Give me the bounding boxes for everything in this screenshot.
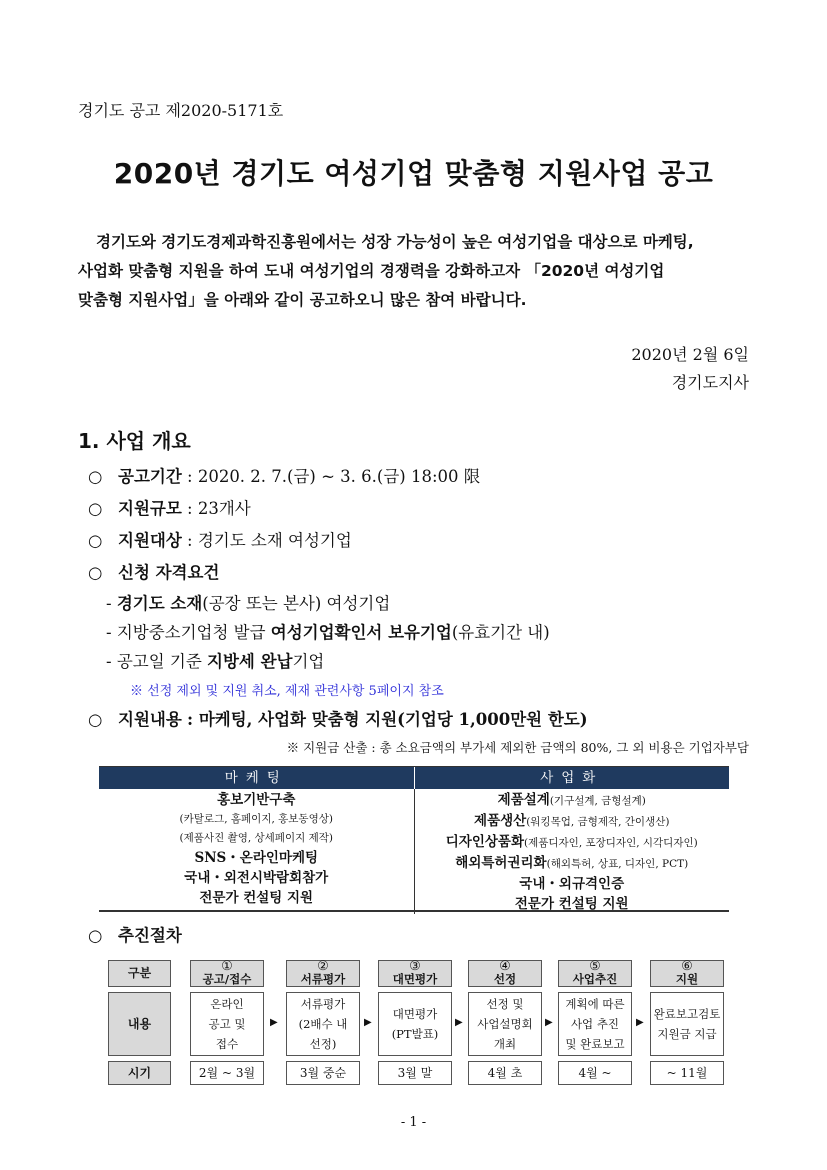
bullet-icon: ○ — [88, 926, 103, 945]
step-content — [190, 992, 264, 1056]
step-content-line: 개최 — [493, 1037, 517, 1051]
step-content-line: (PT발표) — [391, 1027, 439, 1041]
step-content-line: 접수 — [215, 1037, 239, 1051]
step-header — [190, 960, 264, 987]
step-content — [558, 992, 632, 1056]
step-name: 지원 — [675, 972, 699, 986]
bullet-icon: ○ — [88, 499, 103, 518]
bullet-icon: ○ — [88, 710, 103, 729]
eligibility-line: - 지방중소기업청 발급 여성기업확인서 보유기업(유효기간 내) — [106, 623, 550, 642]
arrow-right-icon: ▶ — [270, 1017, 278, 1028]
table-cell: 해외특허권리화(해외특허, 상표, 디자인, PCT) — [455, 855, 689, 871]
target-item — [88, 527, 352, 551]
step-time: 3월 중순 — [286, 1061, 360, 1085]
step-content-line: 계획에 따른 — [565, 997, 625, 1011]
table-cell: 제품생산(워킹목업, 금형제작, 간이생산) — [474, 813, 670, 829]
intro-paragraph — [78, 228, 750, 315]
target-value: : 경기도 소재 여성기업 — [187, 531, 352, 550]
step-number: ⑤ — [589, 959, 601, 974]
intro-line: 사업화 맞춤형 지원을 하여 도내 여성기업의 경쟁력을 강화하고자 「2020년 여성기업 — [78, 262, 665, 280]
step-name: 선정 — [493, 972, 517, 986]
scale-item — [88, 495, 251, 519]
step-time: ~ 11월 — [650, 1061, 724, 1085]
step-time: 3월 말 — [378, 1061, 452, 1085]
step-name: 서류평가 — [300, 972, 346, 986]
arrow-right-icon: ▶ — [545, 1017, 553, 1028]
eligibility-note: ※ 선정 제외 및 지원 취소, 제재 관련사항 5페이지 참조 — [130, 684, 444, 699]
period-label: 공고기간 — [118, 467, 182, 486]
header-marketing: 마케팅 — [99, 767, 415, 789]
page-number: - 1 - — [400, 1115, 427, 1130]
step-content-line: 서류평가 — [300, 997, 346, 1011]
step-content-line: 선정) — [309, 1037, 337, 1051]
period-item — [88, 463, 480, 487]
section-heading: 1. 사업 개요 — [78, 429, 191, 453]
table-cell: SNS・온라인마케팅 — [194, 850, 319, 866]
step-content-line: 대면평가 — [392, 1007, 438, 1021]
step-name: 대면평가 — [392, 972, 438, 986]
step-content-line: (2배수 내 — [298, 1017, 348, 1031]
step-content-line: 사업 추진 — [570, 1017, 620, 1031]
support-table — [99, 766, 729, 912]
step-content-line: 및 완료보고 — [565, 1037, 625, 1051]
marketing-column — [99, 789, 415, 914]
target-label: 지원대상 — [118, 531, 182, 550]
table-cell: 디자인상품화(제품디자인, 포장디자인, 시각디자인) — [445, 834, 698, 850]
step-content — [378, 992, 452, 1056]
content-label: 지원내용 — [118, 710, 182, 729]
step-name: 사업추진 — [572, 972, 618, 986]
step-content — [286, 992, 360, 1056]
table-cell: 홍보기반구축 — [217, 792, 296, 808]
step-content-line: 온라인 — [210, 997, 244, 1011]
step-content-line: 완료보고검토 — [653, 1007, 721, 1021]
step-header — [650, 960, 724, 987]
table-header — [99, 767, 729, 789]
table-cell: 국내・외규격인증 — [519, 876, 625, 892]
table-cell: (카탈로그, 홈페이지, 홍보동영상) — [179, 813, 333, 825]
header-commercial: 사업화 — [540, 770, 604, 786]
step-content — [468, 992, 542, 1056]
step-number: ① — [221, 959, 233, 974]
content-value: : 마케팅, 사업화 맞춤형 지원(기업당 1,000만원 한도) — [187, 710, 588, 729]
step-time: 4월 ~ — [558, 1061, 632, 1085]
issuer: 경기도지사 — [671, 373, 749, 392]
page-title: 2020년 경기도 여성기업 맞춤형 지원사업 공고 — [113, 157, 714, 190]
bullet-icon: ○ — [88, 467, 103, 486]
step-content — [650, 992, 724, 1056]
scale-label: 지원규모 — [118, 499, 182, 518]
scale-value: : 23개사 — [187, 499, 251, 518]
bullet-icon: ○ — [88, 531, 103, 550]
arrow-right-icon: ▶ — [455, 1017, 463, 1028]
step-header — [286, 960, 360, 987]
step-content-line: 지원금 지급 — [657, 1027, 717, 1041]
period-value: : 2020. 2. 7.(금) ~ 3. 6.(금) 18:00 限 — [187, 467, 481, 486]
intro-line: 맞춤형 지원사업」을 아래와 같이 공고하오니 많은 참여 바랍니다. — [78, 291, 527, 309]
step-header — [378, 960, 452, 987]
table-cell: 국내・외전시박람회참가 — [184, 870, 329, 886]
table-cell: (제품사진 촬영, 상세페이지 제작) — [179, 832, 333, 844]
step-time: 4월 초 — [468, 1061, 542, 1085]
eligibility-label: 신청 자격요건 — [118, 563, 220, 582]
eligibility-item — [88, 559, 219, 583]
arrow-right-icon: ▶ — [636, 1017, 644, 1028]
eligibility-line: - 경기도 소재(공장 또는 본사) 여성기업 — [106, 594, 391, 613]
step-content-line: 사업설명회 — [477, 1017, 533, 1031]
step-number: ⑥ — [681, 959, 693, 974]
row-label-timing: 시기 — [108, 1061, 171, 1085]
procedure-item — [88, 922, 182, 946]
step-number: ④ — [499, 959, 511, 974]
notice-date: 2020년 2월 6일 — [631, 345, 749, 364]
step-header — [468, 960, 542, 987]
step-content-line: 선정 및 — [486, 997, 524, 1011]
procedure-heading: 추진절차 — [118, 926, 182, 945]
arrow-right-icon: ▶ — [364, 1017, 372, 1028]
step-number: ② — [317, 959, 329, 974]
row-label-content: 내용 — [108, 992, 171, 1056]
commercial-column — [415, 789, 730, 914]
step-number: ③ — [409, 959, 421, 974]
intro-line: 경기도와 경기도경제과학진흥원에서는 성장 가능성이 높은 여성기업을 대상으로 마케팅, — [96, 233, 694, 251]
eligibility-line: - 공고일 기준 지방세 완납기업 — [106, 652, 325, 671]
table-cell: 제품설계(기구설계, 금형설계) — [497, 792, 646, 808]
row-label-category: 구분 — [108, 960, 171, 987]
notice-number: 경기도 공고 제2020-5171호 — [78, 101, 284, 120]
step-name: 공고/접수 — [202, 972, 252, 986]
bullet-icon: ○ — [88, 563, 103, 582]
step-content-line: 공고 및 — [208, 1017, 246, 1031]
content-item — [88, 706, 588, 730]
table-cell: 전문가 컨설팅 지원 — [514, 896, 629, 912]
table-cell: 전문가 컨설팅 지원 — [199, 890, 314, 906]
step-header — [558, 960, 632, 987]
step-time: 2월 ~ 3월 — [190, 1061, 264, 1085]
content-note: ※ 지원금 산출 : 총 소요금액의 부가세 제외한 금액의 80%, 그 외 비용은 기업자부담 — [286, 740, 749, 755]
